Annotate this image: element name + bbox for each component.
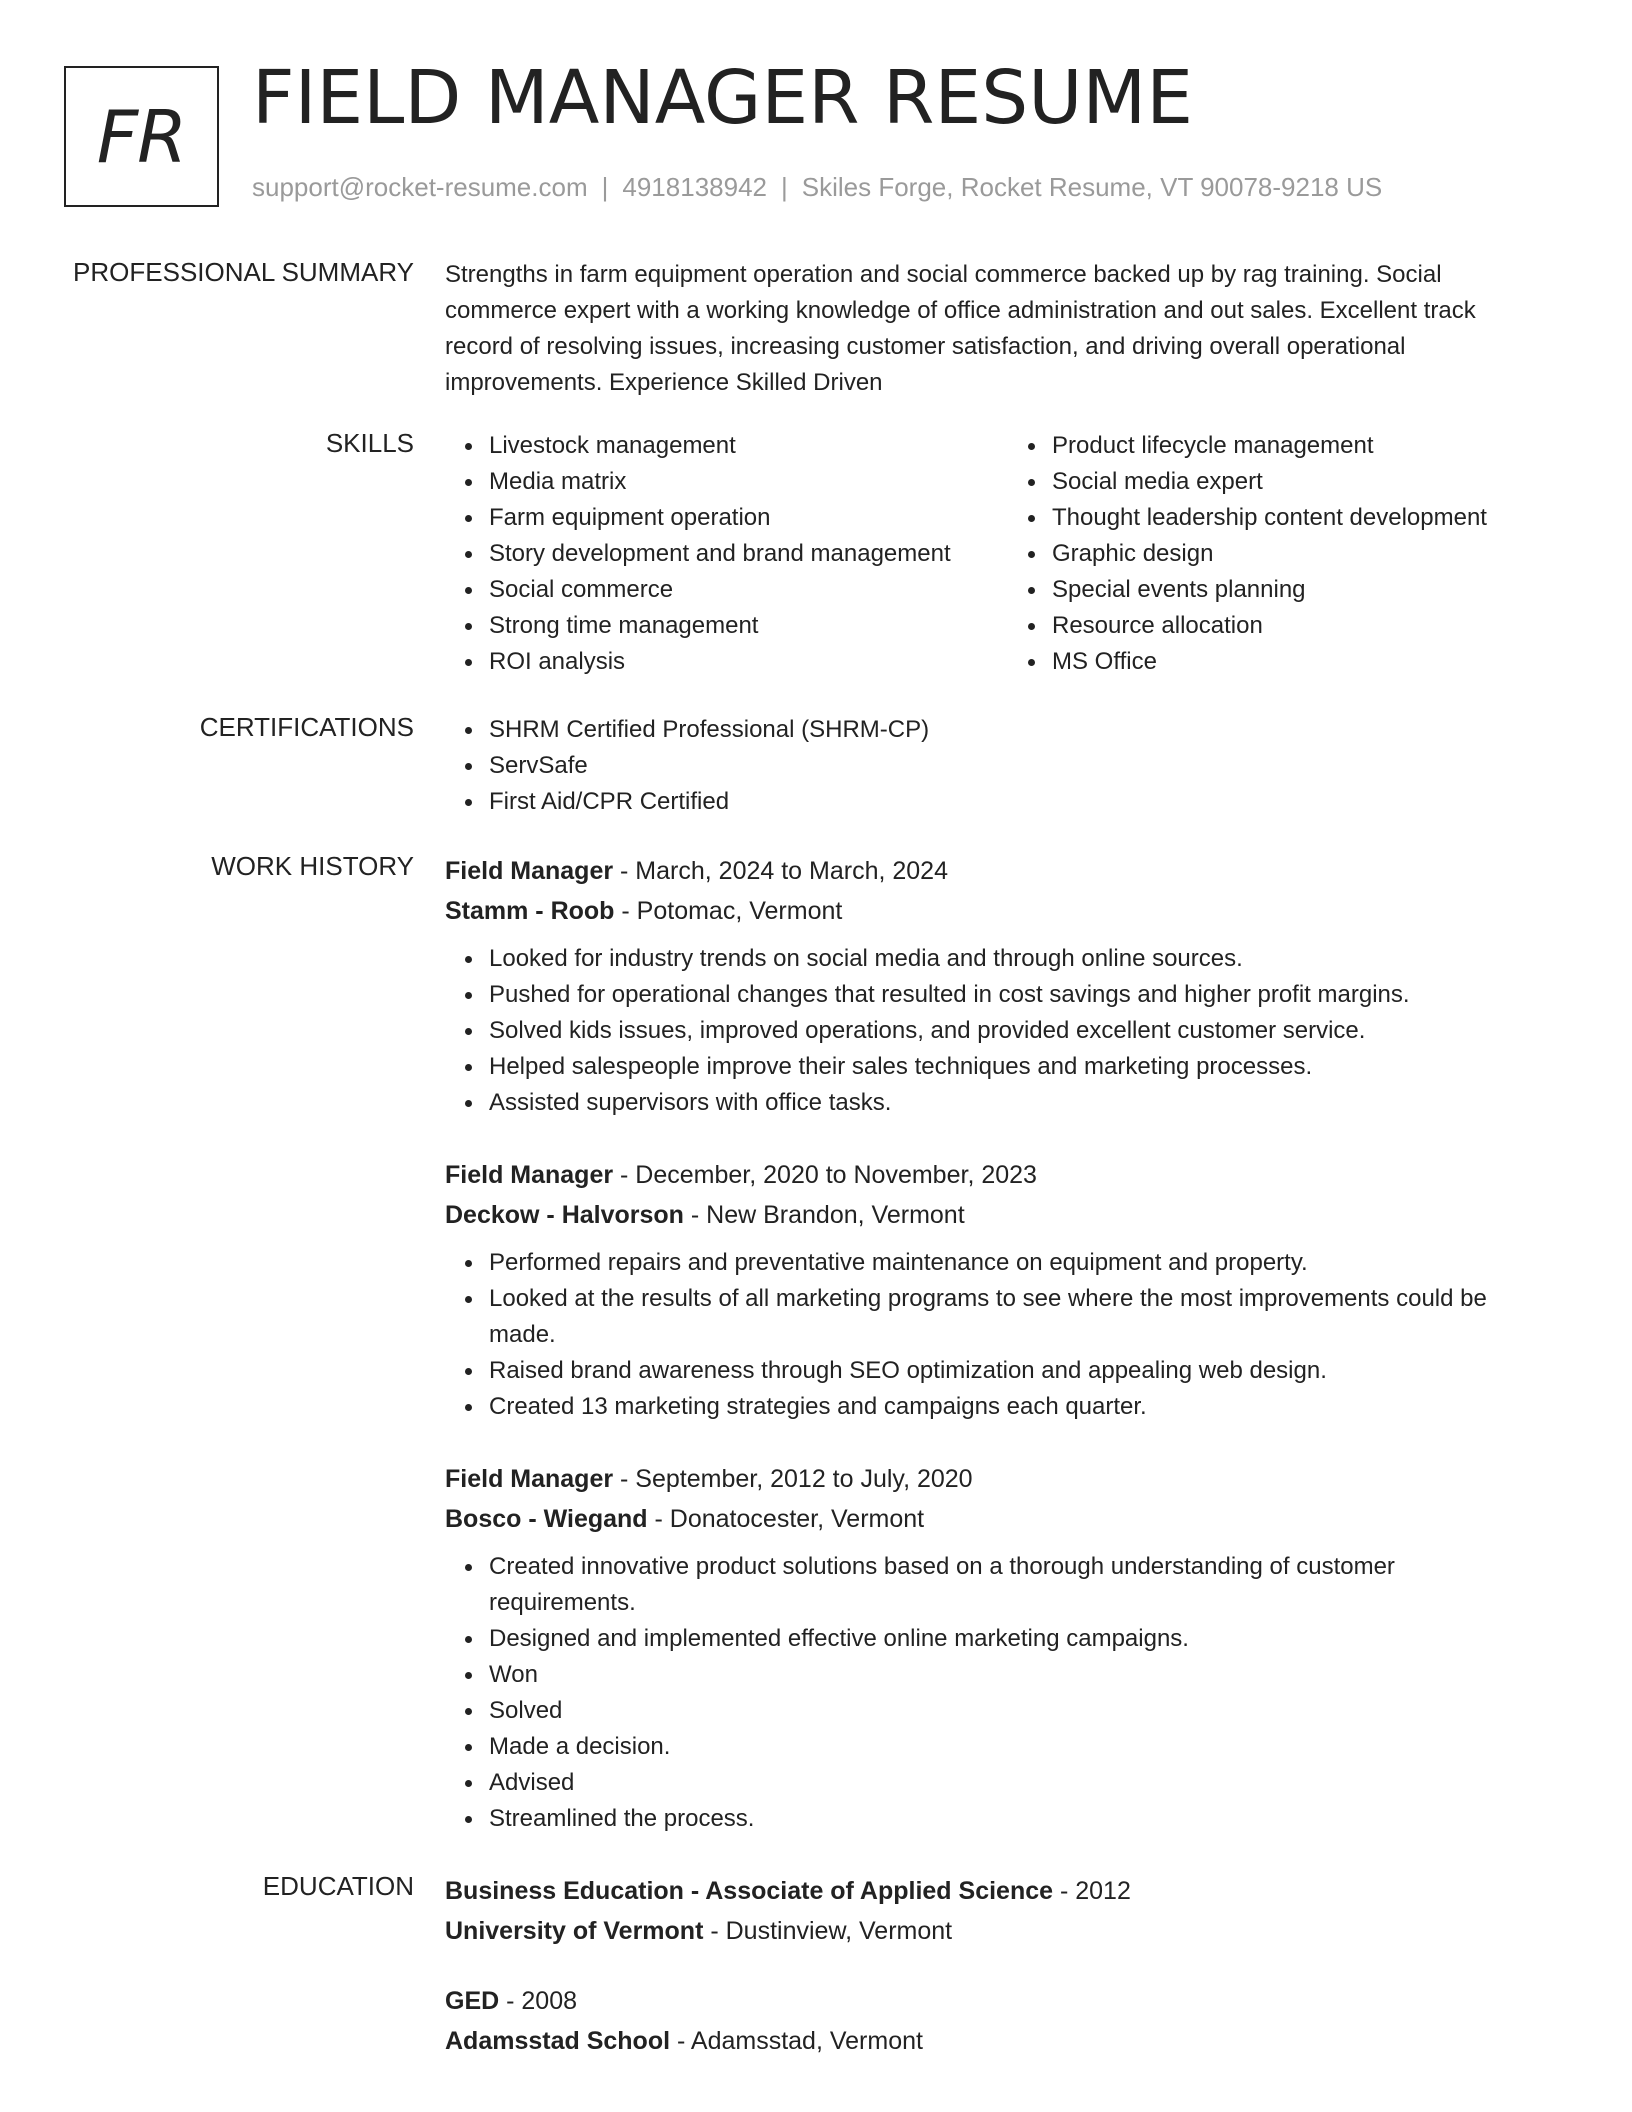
certifications-list [445, 712, 1525, 820]
job-bullet: Advised [489, 1765, 1525, 1801]
job-company: Deckow - Halvorson [445, 1201, 684, 1229]
skill-item: Thought leadership content development [1052, 500, 1525, 536]
job-title-line [445, 1459, 1525, 1499]
job-bullet: Assisted supervisors with office tasks. [489, 1085, 1525, 1121]
skills-list-right [1008, 428, 1525, 680]
education-degree: Business Education - Associate of Applied Science [445, 1877, 1054, 1905]
job-bullet: Solved [489, 1693, 1525, 1729]
section-label-certifications: CERTIFICATIONS [199, 712, 414, 742]
job-bullets [445, 1549, 1525, 1837]
certifications-content [445, 712, 1525, 820]
skill-item: Farm equipment operation [489, 500, 962, 536]
section-label-work-history: WORK HISTORY [211, 851, 414, 881]
job-bullet: Raised brand awareness through SEO optimization and appealing web design. [489, 1353, 1525, 1389]
job-title: Field Manager [445, 1161, 614, 1189]
skill-item: Product lifecycle management [1052, 428, 1525, 464]
education-content [445, 1871, 1525, 2091]
certification-item: ServSafe [489, 748, 1525, 784]
job-bullet: Created innovative product solutions based on a thorough understanding of customer requirements. [489, 1549, 1525, 1621]
job-bullet: Looked at the results of all marketing programs to see where the most improvements could be made. [489, 1281, 1525, 1353]
job-company-line [445, 1499, 1525, 1539]
skill-item: Social media expert [1052, 464, 1525, 500]
summary-content [445, 257, 1525, 401]
education-location: - Dustinview, Vermont [703, 1917, 953, 1945]
job-company: Stamm - Roob [445, 897, 615, 925]
job-bullets [445, 1245, 1525, 1425]
section-label-summary: PROFESSIONAL SUMMARY [73, 257, 414, 287]
skill-item: Special events planning [1052, 572, 1525, 608]
job-location: - New Brandon, Vermont [683, 1201, 965, 1229]
job-bullet: Pushed for operational changes that resulted in cost savings and higher profit margins. [489, 977, 1525, 1013]
job-bullet: Created 13 marketing strategies and campaigns each quarter. [489, 1389, 1525, 1425]
education-degree: GED [445, 1987, 500, 2015]
education-school: Adamsstad School [445, 2027, 671, 2055]
job-bullet: Designed and implemented effective online marketing campaigns. [489, 1621, 1525, 1657]
skill-item: Story development and brand management [489, 536, 962, 572]
education-school-line [445, 2021, 1525, 2061]
skill-item: Media matrix [489, 464, 962, 500]
skill-item: Graphic design [1052, 536, 1525, 572]
education-school: University of Vermont [445, 1917, 704, 1945]
education-school-line [445, 1911, 1525, 1951]
job-title-line [445, 1155, 1525, 1195]
skill-item: ROI analysis [489, 644, 962, 680]
skill-item: Livestock management [489, 428, 962, 464]
job-dates: - December, 2020 to November, 2023 [613, 1161, 1037, 1189]
monogram-box [64, 66, 219, 207]
monogram-initials: FR [96, 94, 187, 179]
skill-item: Resource allocation [1052, 608, 1525, 644]
education-entry [445, 1981, 1525, 2061]
job-dates: - September, 2012 to July, 2020 [613, 1465, 973, 1493]
job-bullet: Performed repairs and preventative maintenance on equipment and property. [489, 1245, 1525, 1281]
job-company: Bosco - Wiegand [445, 1505, 648, 1533]
education-entry [445, 1871, 1525, 1951]
contact-email[interactable]: support@rocket-resume.com [252, 172, 588, 202]
job-company-line [445, 891, 1525, 931]
skill-item: Strong time management [489, 608, 962, 644]
job-bullet: Made a decision. [489, 1729, 1525, 1765]
job-title: Field Manager [445, 1465, 614, 1493]
section-label-education: EDUCATION [262, 1871, 414, 1901]
job-location: - Potomac, Vermont [614, 897, 843, 925]
contact-address: Skiles Forge, Rocket Resume, VT 90078-9218 US [801, 172, 1383, 202]
education-year: - 2012 [1053, 1877, 1131, 1905]
job-bullet: Solved kids issues, improved operations, and provided excellent customer service. [489, 1013, 1525, 1049]
contact-separator: | [601, 172, 609, 202]
job-title-line [445, 851, 1525, 891]
education-year: - 2008 [499, 1987, 578, 2015]
job-bullet: Looked for industry trends on social media and through online sources. [489, 941, 1525, 977]
skill-item: MS Office [1052, 644, 1525, 680]
education-degree-line [445, 1981, 1525, 2021]
work-history-content [445, 851, 1525, 1871]
job-dates: - March, 2024 to March, 2024 [613, 857, 948, 885]
contact-line [252, 172, 1382, 203]
skills-list-left [445, 428, 962, 680]
certification-item: SHRM Certified Professional (SHRM-CP) [489, 712, 1525, 748]
job-company-line [445, 1195, 1525, 1235]
job-bullet: Won [489, 1657, 1525, 1693]
job-location: - Donatocester, Vermont [647, 1505, 925, 1533]
job-bullet: Streamlined the process. [489, 1801, 1525, 1837]
summary-text: Strengths in farm equipment operation and social commerce backed up by rag training. Social commerce expert with a working knowledge of office administration and out sales. Excellent track record of resolving issues, increasing customer satisfaction, and driving overall operational improvements. Experience Skilled Driven [445, 261, 1476, 396]
job-entry [445, 1459, 1525, 1837]
job-entry [445, 1155, 1525, 1425]
job-bullet: Helped salespeople improve their sales techniques and marketing processes. [489, 1049, 1525, 1085]
job-entry [445, 851, 1525, 1121]
job-bullets [445, 941, 1525, 1121]
education-location: - Adamsstad, Vermont [670, 2027, 923, 2055]
education-degree-line [445, 1871, 1525, 1911]
section-label-skills: SKILLS [325, 428, 414, 458]
contact-phone[interactable]: 4918138942 [622, 172, 767, 202]
skills-content [445, 428, 1525, 680]
skill-item: Social commerce [489, 572, 962, 608]
contact-separator: | [781, 172, 788, 202]
job-title: Field Manager [445, 857, 614, 885]
certification-item: First Aid/CPR Certified [489, 784, 1525, 820]
resume-title: FIELD MANAGER RESUME [252, 55, 1193, 141]
